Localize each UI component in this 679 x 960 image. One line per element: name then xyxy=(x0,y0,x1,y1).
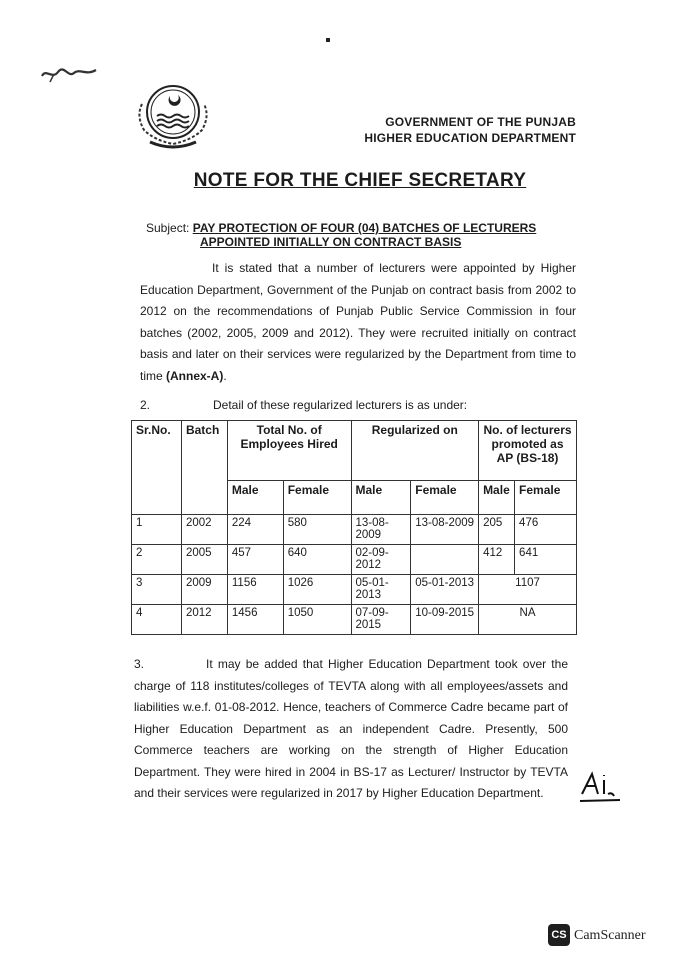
paragraph-3-number: 3. xyxy=(134,657,145,671)
cell-sr: 4 xyxy=(132,605,182,635)
subject-line xyxy=(146,221,578,235)
camscanner-logo-icon: CS xyxy=(548,924,570,946)
paragraph-2-number: 2. xyxy=(140,398,151,412)
cell-sr: 3 xyxy=(132,575,182,605)
handwritten-scribble-icon xyxy=(40,64,98,86)
cell-batch: 2009 xyxy=(181,575,227,605)
cell-prom-male: 205 xyxy=(479,515,515,545)
cell-hired-female: 1050 xyxy=(283,605,351,635)
header-batch: Batch xyxy=(181,421,227,515)
paragraph-3-text: It may be added that Higher Education Department took over the charge of 118 institutes/colleges of TEVTA along with all employees/assets and liabilities w.e.f. 01-08-2012. Hence, teachers of Commerce Cadre became part of Higher Education Department as an independent Cadre. Presently, 500 Commerce teachers are working on the strength of Higher Education Department. They were hired in 2004 in BS-17 as Lecturer/ Instructor by TEVTA and their services were regularized in 2017 by Higher Education Department. xyxy=(134,657,568,800)
table-row xyxy=(132,515,577,545)
subheader-prom-female: Female xyxy=(515,481,577,515)
subheader-reg-male: Male xyxy=(351,481,411,515)
paragraph-1-text: It is stated that a number of lecturers were appointed by Higher Education Department, Government of the Punjab on contract basis from 2002 to 2012 on the recommendations of Punjab Public Service Commission in four batches (2002, 2005, 2009 and 2012). They were recruited initially on contract basis and later on their services were regularized by the Department from time to time xyxy=(140,261,576,383)
cell-batch: 2012 xyxy=(181,605,227,635)
subheader-reg-female: Female xyxy=(411,481,479,515)
header-total-hired: Total No. of Employees Hired xyxy=(227,421,351,481)
cell-hired-male: 224 xyxy=(227,515,283,545)
paragraph-3 xyxy=(134,654,568,805)
regularized-lecturers-table xyxy=(131,420,577,635)
camscanner-label: CamScanner xyxy=(574,928,646,943)
header-sr-no: Sr.No. xyxy=(132,421,182,515)
subject-label: Subject: xyxy=(146,221,190,235)
punjab-emblem-icon xyxy=(130,82,216,154)
subject-text-line2: APPOINTED INITIALLY ON CONTRACT BASIS xyxy=(200,235,462,249)
cell-reg-male: 07-09-2015 xyxy=(351,605,411,635)
annex-reference: (Annex-A) xyxy=(166,368,224,383)
cell-reg-female: 13-08-2009 xyxy=(411,515,479,545)
paragraph-1-end: . xyxy=(223,368,227,383)
cell-prom-female: 641 xyxy=(515,545,577,575)
subheader-hired-female: Female xyxy=(283,481,351,515)
subheader-hired-male: Male xyxy=(227,481,283,515)
cell-hired-female: 640 xyxy=(283,545,351,575)
note-title: NOTE FOR THE CHIEF SECRETARY xyxy=(193,170,527,191)
cell-hired-male: 1156 xyxy=(227,575,283,605)
stray-mark xyxy=(326,38,330,42)
cell-prom-combined: 1107 xyxy=(479,575,577,605)
cell-prom-male: 412 xyxy=(479,545,515,575)
cell-reg-male: 02-09-2012 xyxy=(351,545,411,575)
cell-reg-female xyxy=(411,545,479,575)
cell-hired-male: 457 xyxy=(227,545,283,575)
cell-reg-male: 13-08-2009 xyxy=(351,515,411,545)
cell-batch: 2005 xyxy=(181,545,227,575)
cell-hired-female: 1026 xyxy=(283,575,351,605)
cell-reg-male: 05-01-2013 xyxy=(351,575,411,605)
header-promoted: No. of lecturers promoted as AP (BS-18) xyxy=(479,421,577,481)
cell-hired-female: 580 xyxy=(283,515,351,545)
table-row xyxy=(132,605,577,635)
cell-batch: 2002 xyxy=(181,515,227,545)
handwritten-initials-icon xyxy=(578,770,622,804)
paragraph-1 xyxy=(140,258,576,387)
cell-sr: 1 xyxy=(132,515,182,545)
cell-reg-female: 10-09-2015 xyxy=(411,605,479,635)
header-department: HIGHER EDUCATION DEPARTMENT xyxy=(364,131,576,145)
subject-text-line1: PAY PROTECTION OF FOUR (04) BATCHES OF LECTURERS xyxy=(192,221,537,235)
table-row xyxy=(132,575,577,605)
header-government: GOVERNMENT OF THE PUNJAB xyxy=(385,115,576,129)
cell-sr: 2 xyxy=(132,545,182,575)
cell-prom-female: 476 xyxy=(515,515,577,545)
department-header xyxy=(340,114,576,146)
paragraph-2-text: Detail of these regularized lecturers is as under: xyxy=(213,398,468,412)
header-regularized-on: Regularized on xyxy=(351,421,479,481)
cell-reg-female: 05-01-2013 xyxy=(411,575,479,605)
table-row xyxy=(132,545,577,575)
cell-prom-combined: NA xyxy=(479,605,577,635)
table-header-row xyxy=(132,421,577,481)
cell-hired-male: 1456 xyxy=(227,605,283,635)
subheader-prom-male: Male xyxy=(479,481,515,515)
